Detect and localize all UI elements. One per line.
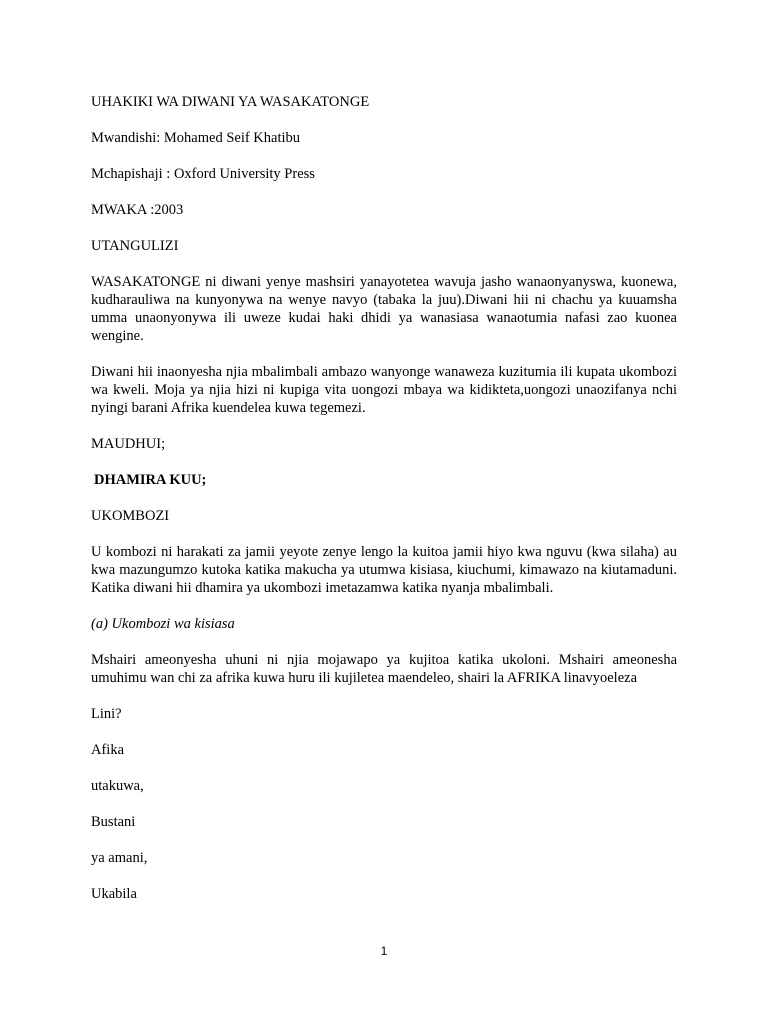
poem-line: Afika [91,742,125,758]
main-theme-heading: DHAMIRA KUU; [94,472,207,488]
theme-name: UKOMBOZI [91,508,170,524]
subheading-political: (a) Ukombozi wa kisiasa [91,616,235,632]
theme-paragraph: U kombozi ni harakati za jamii yeyote zenye lengo la kuitoa jamii hiyo kwa nguvu (kwa silaha) au kwa mazungumzo kutoka katika makucha ya utumwa kisiasa, kiuchumi, kimawazo na kiutamaduni. Katika diwani hii dhamira ya ukombozi imetazamwa katika nyanja mbalimbali. [91,544,677,596]
publisher-line: Mchapishaji : Oxford University Press [91,166,315,182]
intro-paragraph-1: WASAKATONGE ni diwani yenye mashsiri yanayotetea wavuja jasho wanaonyanyswa, kuonewa, kudharauliwa na kunyonywa na wenye navyo (tabaka la juu).Diwani hii ni chachu ya kuuamsha umma unaonyonywa ili uweze kudai haki dhidi ya wanasiasa wanaotumia nafasi zao kuonea wengine. [91,274,677,344]
themes-heading: MAUDHUI; [91,436,166,452]
poem-line: Lini? [91,706,122,722]
poem-line: Bustani [91,814,136,830]
poem-line: ya amani, [91,850,148,866]
author-line: Mwandishi: Mohamed Seif Khatibu [91,130,301,146]
intro-paragraph-2: Diwani hii inaonyesha njia mbalimbali ambazo wanyonge wanaweza kuzitumia ili kupata ukombozi wa kweli. Moja ya njia hizi ni kupiga vita uongozi mbaya wa kidikteta,uongozi unaozifanya nchi nyingi barani Afrika kuendelea kuwa tegemezi. [91,364,677,416]
poem-line: Ukabila [91,886,137,902]
document-title: UHAKIKI WA DIWANI YA WASAKATONGE [91,94,370,110]
intro-heading: UTANGULIZI [91,238,179,254]
document-body [91,93,677,921]
year-line: MWAKA :2003 [91,202,184,218]
page-number: 1 [380,944,388,958]
political-paragraph: Mshairi ameonyesha uhuni ni njia mojawapo ya kujitoa katika ukoloni. Mshairi ameonesha umuhimu wan chi za afrika kuwa huru ili kujiletea maendeleo, shairi la AFRIKA linavyoeleza [91,652,677,686]
poem-line: utakuwa, [91,778,144,794]
